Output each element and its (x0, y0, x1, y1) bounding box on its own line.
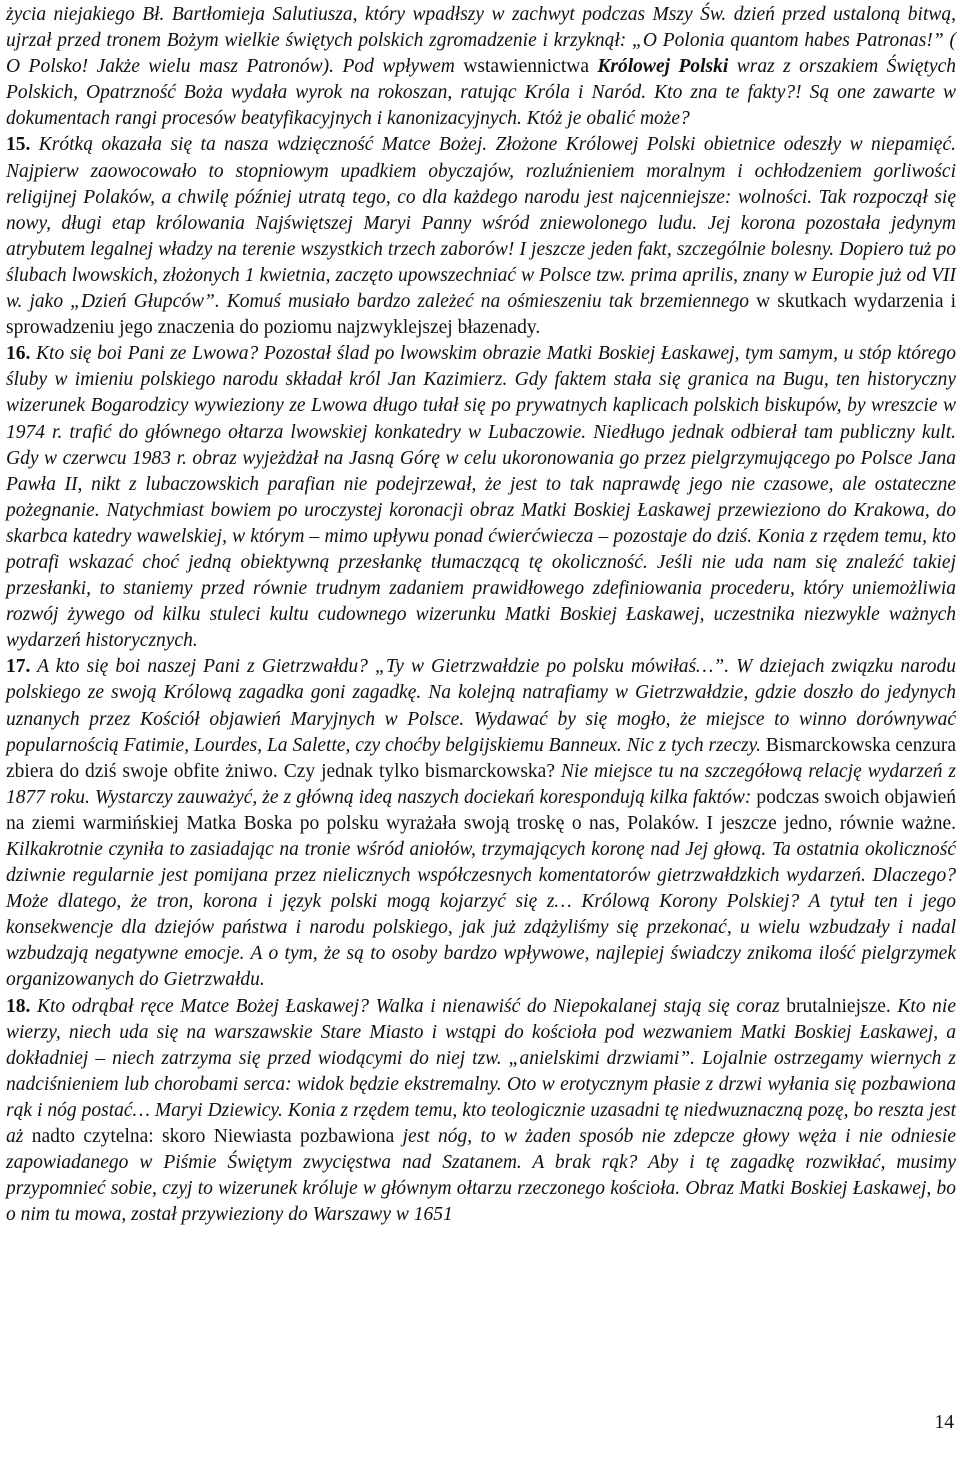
paragraph-17 (6, 654, 956, 993)
section-17-text-1: A kto się boi naszej Pani z Gietrzwałdu? „Ty w Gietrzwałdzie po polsku mówiłaś…”. W dziejach związku narodu polskiego ze swoją Królową zagadka goni zagadkę. Na kolejną natrafiamy w Gietrzwałdzie, gdzie doszło do jedynych uznanych przez Kościół objawień Maryjnych w Polsce. Wydawać by się mogło, że miejsce to winno dorównywać popularnością Fatimie, Lourdes, La Salette, czy choćby belgijskiemu Banneux. Nic z tych rzeczy. (6, 656, 956, 756)
document-page (6, 2, 956, 1228)
paragraph-15 (6, 132, 956, 341)
paragraph-16 (6, 341, 956, 654)
section-16-text: Kto się boi Pani ze Lwowa? Pozostał ślad po lwowskim obrazie Matki Boskiej Łaskawej, tym samym, u stóp którego śluby w imieniu polskiego narodu składał król Jan Kazimierz. Gdy faktem stała się granica na Bugu, ten historyczny wizerunek Bogarodzicy wywieziony ze Lwowa długo tułał się po prywatnych kaplicach polskich biskupów, by wreszcie w 1974 r. trafić do głównego ołtarza lwowskiej konkatedry w Lubaczowie. Niedługo jednak odbierał tam publiczny kult. Gdy w czerwcu 1983 r. obraz wyjeżdżał na Jasną Górę w celu ukoronowania go przez pielgrzymującego po Polsce Jana Pawła II, nikt z lubaczowskich parafian nie podejrzewał, że jest to tak naprawdę jego nie czasowe, ale ostateczne pożegnanie. Natychmiast bowiem po uroczystej koronacji obraz Matki Boskiej Łaskawej przewieziono do Krakowa, do skarbca katedry wawelskiej, w którym – mimo upływu ponad ćwierćwiecza – pozostaje do dziś. Konia z rzędem temu, kto potrafi wskazać choć jedną obiektywną przesłankę tłumaczącą tę okoliczność. Jeśli nie uda nam się znaleźć takiej przesłanki, to staniemy przed równie trudnym zadaniem prawidłowego zdefiniowania procederu, który uniemożliwia rozwój żywego od kilku stuleci kultu cudownego wizerunku Matki Boskiej Łaskawej, uczestnika niezwykle ważnych wydarzeń historycznych. (6, 343, 956, 652)
page-number: 14 (934, 1412, 954, 1433)
section-number-15: 15. (6, 134, 31, 156)
section-18-text-4: nadto czytelna: skoro Niewiasta pozbawiona (31, 1126, 395, 1148)
section-18-text-1: Kto odrąbał ręce Matce Bożej Łaskawej? Walka i nienawiść do Niepokalanej stają się coraz (30, 995, 787, 1017)
section-17-text-2: Bismarckowska cenzura zbiera do dziś swoje obfite żniwo. Czy jednak tylko bismarckowska? (6, 734, 956, 782)
section-15-text-2: w skutkach wydarzenia i sprowadzeniu jego znaczenia do poziomu najzwyklejszej błazenady. (6, 291, 956, 339)
section-17-text-4: podczas swoich objawień na ziemi warmińskiej Matka Boska po polsku wyrażała swoją troskę o nas, Polaków. I jeszcze jedno, równie ważne. (6, 786, 956, 834)
paragraph-18 (6, 994, 956, 1229)
intro-text-3: wraz z orszakiem Świętych Polskich, Opatrzność Boża wydała wyrok na rokoszan, ratując Króla i Naród. Kto zna te fakty?! Są one zawarte w dokumentach rangi procesów beatyfikacyjnych i kanonizacyjnych. Któż je obalić może? (6, 56, 956, 130)
section-18-text-2: brutalniejsze. (786, 995, 891, 1017)
section-number-17: 17. (6, 656, 31, 678)
section-17-text-5: Kilkakrotnie czyniła to zasiadając na tronie wśród aniołów, trzymających koronę nad Jej głową. Ta ostatnia okoliczność dziwnie regularnie jest pomijana przez nielicznych współczesnych komentatorów gietrzwałdzkich wydarzeń. Dlaczego? Może dlatego, że tron, korona i język polski mogą kojarzyć się z… Królową Korony Polskiej? A tytuł ten i jego konsekwencje dla dziejów państwa i narodu polskiego, jak już zdążyliśmy się przekonać, u wielu wzbudzały i nadal wzbudzają negatywne emocje. A o tym, że są to osoby bardzo wpływowe, najlepiej świadczy znikoma ilość pielgrzymek organizowanych do Gietrzwałdu. (6, 839, 956, 991)
intro-text-1: życia niejakiego Bł. Bartłomieja Salutiusza, który wpadłszy w zachwyt podczas Mszy Św. dzień przed ustaloną bitwą, ujrzał przed tronem Bożym wielkie świętych polskich zgromadzenie i krzyknął: „O Polonia quantom habes Patronas!” ( O Polsko! Jakże wielu masz Patronów). Pod wpływem (6, 4, 956, 78)
section-15-text-1: Krótką okazała się ta nasza wdzięczność Matce Bożej. Złożone Królowej Polski obietnice odeszły w niepamięć. Najpierw zaowocowało to stopniowym upadkiem obyczajów, rozluźnieniem moralnym i ochłodzeniem gorliwości religijnej Polaków, a chwilę później utratą tego, co dla każdego narodu jest najcenniejsze: wolności. Tak rozpoczął się nowy, długi etap królowania Najświętszej Maryi Panny wśród zniewolonego ludu. Jej korona pozostała jedynym atrybutem legalnej władzy na terenie wszystkich trzech zaborów! I jeszcze jeden fakt, szczególnie bolesny. Dopiero tuż po ślubach lwowskich, złożonych 1 kwietnia, zaczęto upowszechniać w Polsce tzw. prima aprilis, znany w Europie już od VII w. jako „Dzień Głupców”. Komuś musiało bardzo zależeć na ośmieszeniu tak brzemiennego (6, 134, 956, 313)
section-17-text-3: Nie miejsce tu na szczegółową relację wydarzeń z 1877 roku. Wystarczy zauważyć, że z główną ideą naszych dociekań korespondują kilka faktów: (6, 760, 957, 808)
section-number-16: 16. (6, 343, 31, 365)
paragraph-intro (6, 2, 956, 132)
section-18-text-3: Kto nie wierzy, niech uda się na warszawskie Stare Miasto i wstąpi do kościoła pod wezwaniem Matki Boskiej Łaskawej, a dokładniej – niech zatrzyma się przed wiodącymi do niej tzw. „anielskimi drzwiami”. Lojalnie ostrzegamy wiernych z nadciśnieniem lub chorobami serca: widok będzie ekstremalny. Oto w erotycznym płasie z drzwi wyłania się pozbawiona rąk i nóg postać… Maryi Dziewicy. Konia z rzędem temu, kto teologicznie uzasadni tę niedwuznaczną pozę, bo reszta jest aż (6, 995, 956, 1148)
section-number-18: 18. (6, 995, 31, 1017)
section-18-text-5: jest nóg, to w żaden sposób nie zdepcze głowy węża i nie odniesie zapowiadanego w Piśmie Świętym zwycięstwa nad Szatanem. A brak rąk? Aby i tę zagadkę rozwikłać, musimy przypomnieć sobie, czyj to wizerunek króluje w głównym ołtarzu rzeczonego kościoła. Obraz Matki Boskiej Łaskawej, bo o nim tu mowa, został przywieziony do Warszawy w 1651 (6, 1126, 956, 1226)
intro-text-2: wstawiennictwa (463, 56, 598, 78)
intro-emphasis: Królowej Polski (597, 56, 729, 78)
